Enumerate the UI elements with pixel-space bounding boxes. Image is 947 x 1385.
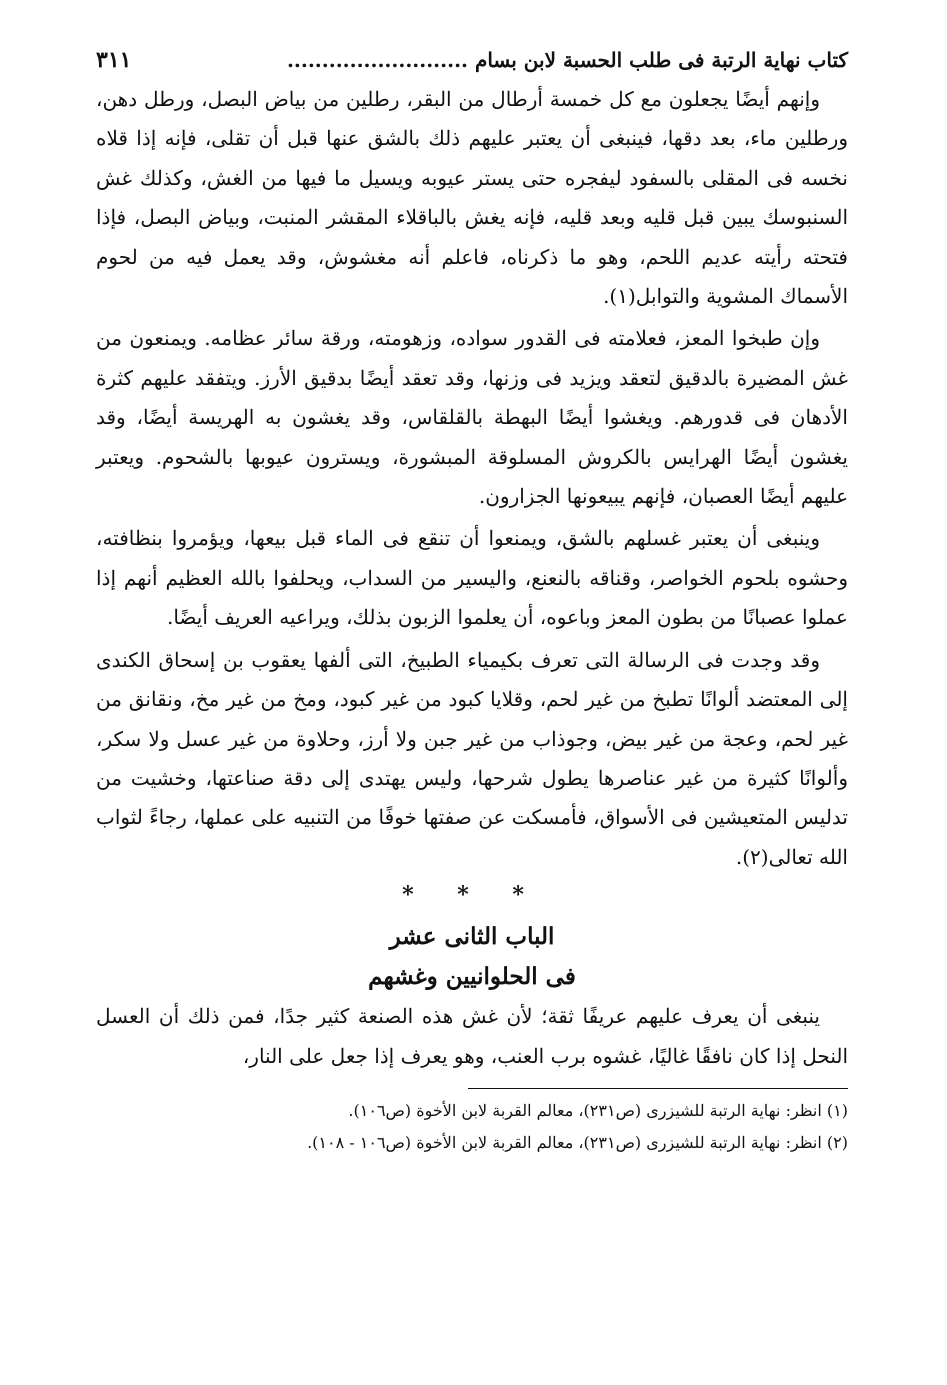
section-separator: * * * [402, 882, 542, 909]
chapter-title: الباب الثانى عشر [389, 923, 555, 951]
paragraph-1: وإنهم أيضًا يجعلون مع كل خمسة أرطال من البقر، رطلين من بياض البصل، ورطل دهن، ورطلين ماء، بعد دقها، فينبغى أن يعتبر عليهم ذلك بالشق عنها قبل أن تقلى، فإنه إذا قلاه نخسه فى المقلى بالسفود ليفجره حتى يستر عيوبه ويسيل ما فيها من الغش، وكذلك غش السنبوسك يبين قبل قليه وبعد قليه، فإنه يغش بالباقلاء المقشر المنبت، وبياض البصل، فإذا فتحته رأيته عديم اللحم، وهو ما ذكرناه، فاعلم أنه مغشوش، وقد يعمل فيه من لحوم الأسماك المشوية والتوابل(١). [96, 87, 848, 309]
body-text [96, 80, 848, 877]
book-title: كتاب نهاية الرتبة فى طلب الحسبة لابن بسام .......................... [286, 48, 848, 72]
page-number: ٣١١ [96, 47, 132, 73]
paragraph-2: وإن طبخوا المعز، فعلامته فى القدور سواده، وزهومته، ورقة سائر عظامه. ويمنعون من غش المضيرة بالدقيق لتعقد ويزيد فى وزنها، وقد تعقد أيضًا بدقيق الأرز. ويتفقد عليهم كثرة الأدهان فى قدورهم. ويغشوا أيضًا البهطة بالقلقاس، وقد يغشون به الهريسة أيضًا، وقد يغشون أيضًا الهرايس بالكروش المسلوقة المبشورة، ويسترون عيوبها بالشحوم. ويعتبر عليهم أيضًا العصبان، فإنهم يبيعونها الجزارون. [96, 326, 848, 509]
footnote-1: (١) انظر: نهاية الرتبة للشيزرى (ص٢٣١)، معالم القربة لابن الأخوة (ص١٠٦). [348, 1100, 848, 1120]
footnote-2: (٢) انظر: نهاية الرتبة للشيزرى (ص٢٣١)، معالم القربة لابن الأخوة (ص١٠٦ - ١٠٨). [307, 1132, 848, 1152]
paragraph-4: وقد وجدت فى الرسالة التى تعرف بكيمياء الطبيخ، التى ألفها يعقوب بن إسحاق الكندى إلى المعتضد ألوانًا تطبخ من غير لحم، وقلايا كبود من غير كبود، ومخ من غير مخ، ونقانق من غير لحم، وعجة من غير بيض، وجوذاب من غير جبن ولا أرز، وحلاوة من غير عسل ولا سكر، وألوانًا كثيرة من غير عناصرها يطول شرحها، وليس يهتدى إلى دقة صناعتها، وخشيت من تدليس المتعيشين فى الأسواق، فأمسكت عن صفتها خوفًا من التنبيه على عملها، رجاءً لثواب الله تعالى(٢). [96, 647, 848, 869]
footnote-divider [468, 1088, 848, 1089]
document-page [96, 40, 848, 1159]
footnotes [96, 1095, 848, 1159]
paragraph-3: وينبغى أن يعتبر غسلهم بالشق، ويمنعوا أن تنقع فى الماء قبل بيعها، ويؤمروا بنظافته، وحشوه بلحوم الخواصر، وقناقه بالنعنع، واليسير من السداب، ويحلفوا بالله العظيم أنهم إذا عملوا عصبانًا من بطون المعز وباعوه، أن يعلموا الزبون بذلك، ويراعيه العريف أيضًا. [96, 526, 848, 630]
paragraph-5: ينبغى أن يعرف عليهم عريفًا ثقة؛ لأن غش هذه الصنعة كثير جدًا، فمن ذلك أن العسل النحل إذا كان نافقًا غاليًا، غشوه برب العنب، وهو يعرف إذا جعل على النار، [96, 1004, 848, 1068]
running-header [96, 40, 848, 80]
chapter-subtitle: فى الحلوانيين وغشهم [368, 963, 576, 991]
